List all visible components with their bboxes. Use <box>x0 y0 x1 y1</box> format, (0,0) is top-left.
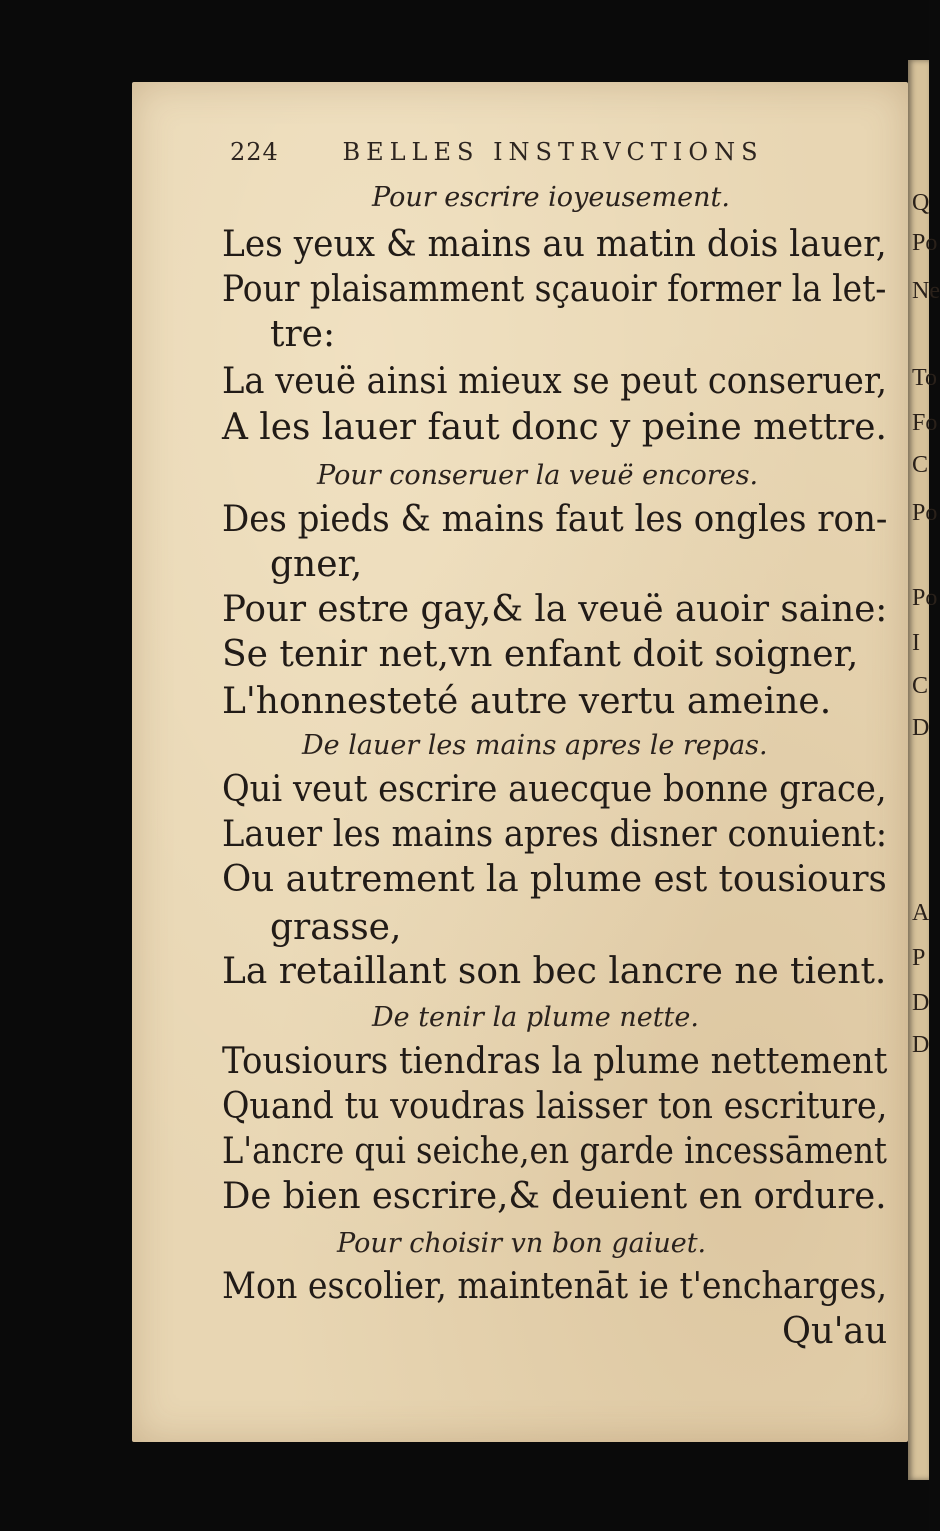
verse-line: Tousiours tiendras la plume nettement <box>222 1041 888 1082</box>
facing-fragment: D <box>912 715 930 741</box>
section-heading: De lauer les mains apres le repas. <box>302 730 768 761</box>
verse-line: Se tenir net,vn enfant doit soigner, <box>222 634 859 675</box>
verse-line: Ou autrement la plume est tousiours <box>222 859 887 900</box>
facing-fragment: C <box>912 673 929 699</box>
verse-line: La retaillant son bec lancre ne tient. <box>222 951 887 992</box>
section-heading: Pour escrire ioyeusement. <box>372 182 730 213</box>
verse-line: Mon escolier, maintenāt ie t'encharges, <box>222 1266 888 1307</box>
verse-line: L'honnesteté autre vertu ameine. <box>222 681 832 722</box>
page-header <box>230 138 850 166</box>
facing-fragment: Ne <box>912 278 940 304</box>
facing-fragment: C <box>912 452 929 478</box>
facing-fragment: D <box>912 1032 930 1058</box>
facing-page-edge <box>908 60 940 1480</box>
facing-fragment: D <box>912 990 930 1016</box>
facing-fragment: Po <box>912 585 938 611</box>
page-number: 224 <box>230 138 279 166</box>
section-heading: Pour conseruer la veuë encores. <box>317 460 759 491</box>
facing-fragment: Fo <box>912 410 938 436</box>
facing-fragment: To <box>912 365 937 391</box>
verse-line: Des pieds & mains faut les ongles ron- <box>222 499 888 540</box>
facing-fragment: I <box>912 630 920 656</box>
facing-fragment: A <box>912 900 930 926</box>
facing-fragment: Q <box>912 190 930 216</box>
verse-line: Qui veut escrire auecque bonne grace, <box>222 769 887 810</box>
section-heading: De tenir la plume nette. <box>372 1002 699 1033</box>
section-heading: Pour choisir vn bon gaiuet. <box>337 1228 707 1259</box>
verse-line: Pour estre gay,& la veuë auoir saine: <box>222 589 888 630</box>
verse-line: La veuë ainsi mieux se peut conseruer, <box>222 361 888 402</box>
verse-line: Pour plaisamment sçauoir former la let- <box>222 269 887 310</box>
verse-line: tre: <box>270 314 336 355</box>
facing-fragment: P <box>912 945 926 971</box>
verse-line: L'ancre qui seiche,en garde incessāment <box>222 1131 887 1172</box>
catchword: Qu'au <box>782 1311 888 1352</box>
verse-line: Quand tu voudras laisser ton escriture, <box>222 1086 888 1127</box>
facing-fragment: Po <box>912 230 938 256</box>
verse-line: Les yeux & mains au matin dois lauer, <box>222 224 887 265</box>
verse-line: A les lauer faut donc y peine mettre. <box>222 407 887 448</box>
facing-fragment: Po <box>912 500 938 526</box>
verse-line: Lauer les mains apres disner conuient: <box>222 814 888 855</box>
verse-line: De bien escrire,& deuient en ordure. <box>222 1176 887 1217</box>
verse-line: gner, <box>270 544 363 585</box>
verse-line: grasse, <box>270 907 402 948</box>
running-title: BELLES INSTRVCTIONS <box>342 138 764 166</box>
